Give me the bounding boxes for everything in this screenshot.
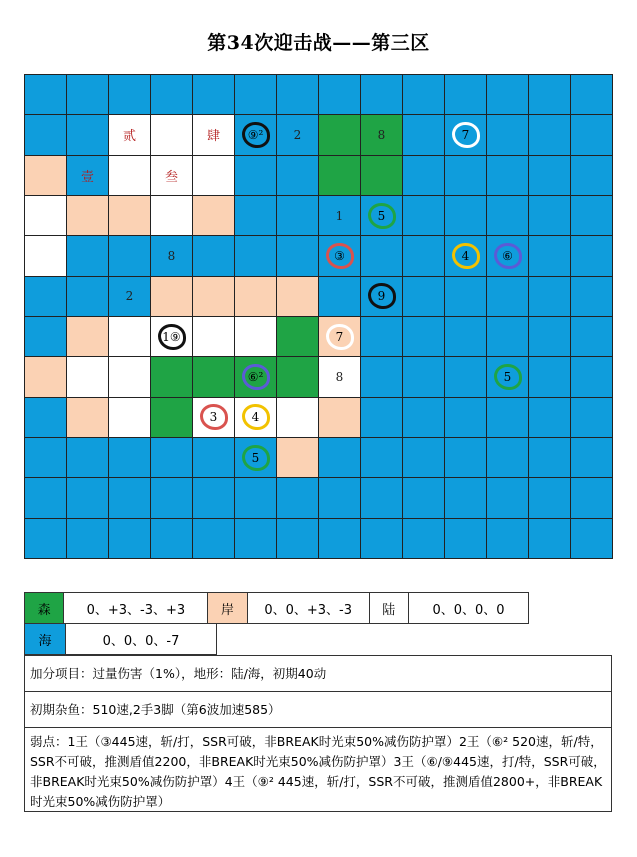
map-cell [570,518,612,558]
map-cell [66,518,108,558]
zone-label: 贰 [122,129,136,145]
map-cell [234,518,276,558]
map-cell [150,437,192,477]
map-cell [276,235,318,275]
map-cell [402,235,444,275]
map-cell [402,437,444,477]
map-cell [486,235,528,275]
map-cell [108,195,150,235]
map-cell [150,74,192,114]
map-cell [276,316,318,356]
map-cell [66,195,108,235]
map-cell [570,477,612,517]
map-cell [150,518,192,558]
map-cell [486,477,528,517]
cell-label: ⑥² [247,369,264,384]
map-cell [234,195,276,235]
cell-label: 8 [377,127,386,142]
map-cell [444,74,486,114]
map-cell [66,276,108,316]
map-cell [66,74,108,114]
map-cell [24,195,66,235]
map-cell [108,518,150,558]
map-cell [318,155,360,195]
map-cell [192,316,234,356]
cell-label: 1⑨ [162,329,181,344]
legend-sea-value: 0、0、0、-7 [65,623,217,655]
map-cell [570,316,612,356]
map-cell [150,356,192,396]
map-cell [528,397,570,437]
map-cell [360,477,402,517]
map-cell [528,235,570,275]
page-title: 第34次迎击战——第三区 [207,32,430,54]
map-cell [318,276,360,316]
map-cell [318,235,360,275]
map-cell [150,195,192,235]
map-cell [276,518,318,558]
legend-shore-label: 岸 [207,592,247,624]
map-cell [24,114,66,154]
legend-forest-label: 森 [24,592,64,624]
map-cell [444,518,486,558]
map-cell [528,316,570,356]
map-cell [234,114,276,154]
map-cell [486,74,528,114]
map-cell [234,397,276,437]
map-cell [192,356,234,396]
map-cell [192,437,234,477]
map-cell [444,235,486,275]
map-cell [108,276,150,316]
map-cell [360,518,402,558]
map-cell [360,397,402,437]
map-cell [318,518,360,558]
cell-label: 5 [251,450,260,465]
map-cell [486,518,528,558]
map-cell [318,437,360,477]
map-cell [318,356,360,396]
map-cell [570,74,612,114]
map-cell [150,316,192,356]
map-cell [444,276,486,316]
cell-label: ⑨² [247,127,264,142]
map-cell [192,114,234,154]
legend-land-value: 0、0、0、0 [408,592,529,624]
map-cell [318,195,360,235]
map-cell [276,114,318,154]
map-cell [276,155,318,195]
map-cell [150,477,192,517]
map-cell [570,356,612,396]
map-cell [486,356,528,396]
map-cell [570,397,612,437]
map-cell [234,477,276,517]
map-cell [570,235,612,275]
map-cell [66,316,108,356]
map-cell [402,155,444,195]
map-cell [276,74,318,114]
map-cell [570,437,612,477]
map-cell [24,155,66,195]
map-cell [66,397,108,437]
initial-mobs-note: 初期杂鱼：510速,2手3脚（第6波加速585） [24,691,612,728]
cell-label: 8 [167,248,176,263]
map-cell [108,74,150,114]
map-cell [444,397,486,437]
map-cell [444,477,486,517]
cell-label: 8 [335,369,344,384]
map-cell [234,437,276,477]
map-cell [528,74,570,114]
map-cell [24,235,66,275]
zone-label: 叁 [164,169,178,185]
map-cell [444,316,486,356]
map-cell [486,316,528,356]
map-cell [570,114,612,154]
map-cell [276,195,318,235]
map-cell [108,477,150,517]
map-cell [402,316,444,356]
map-cell [192,235,234,275]
map-cell [318,114,360,154]
map-cell [486,195,528,235]
map-cell [360,316,402,356]
zone-label: 壹 [80,169,94,185]
map-cell [234,316,276,356]
legend-sea-label: 海 [24,623,66,655]
map-cell [234,74,276,114]
cell-label: 5 [503,369,512,384]
map-cell [108,437,150,477]
map-cell [528,356,570,396]
map-cell [528,276,570,316]
map-cell [402,477,444,517]
cell-label: 9 [377,289,386,304]
map-cell [24,74,66,114]
map-cell [360,437,402,477]
map-cell [24,518,66,558]
map-cell [318,397,360,437]
map-cell [360,195,402,235]
map-cell [528,195,570,235]
map-cell [360,74,402,114]
cell-label: 2 [125,289,134,304]
map-cell [276,397,318,437]
map-cell [402,356,444,396]
map-cell [402,397,444,437]
weakness-note: 弱点：1王（③445速，斩/打，SSR可破，非BREAK时光束50%减伤防护罩）2王（⑥² 520速，斩/特，SSR不可破，推测盾值2200，非BREAK时光束50%减伤防护罩）3王（⑥/⑨445速，打/特，SSR可破，非BREAK时光束50%减伤防护罩）4王（⑨² 445速，斩/打，SSR不可破，推测盾值2800+，非BREAK时光束50%减伤防护罩） [24,727,612,812]
map-cell [360,155,402,195]
map-cell [486,276,528,316]
legend-land-label: 陆 [369,592,409,624]
cell-label: 1 [335,208,344,223]
cell-label: 7 [335,329,344,344]
map-cell [24,276,66,316]
map-cell [360,356,402,396]
map-cell [528,518,570,558]
map-cell [192,518,234,558]
map-cell [234,235,276,275]
map-cell [570,195,612,235]
map-cell [528,437,570,477]
map-cell [318,477,360,517]
map-cell [24,437,66,477]
map-cell [150,397,192,437]
map-cell [192,155,234,195]
map-cell [360,276,402,316]
cell-label: 4 [461,248,470,263]
legend-shore-value: 0、0、+3、-3 [247,592,370,624]
map-cell [192,74,234,114]
map-cell [108,114,150,154]
map-cell [150,114,192,154]
map-cell [24,397,66,437]
map-cell [234,356,276,396]
cell-label: ③ [334,248,345,263]
map-cell [528,114,570,154]
map-cell [486,397,528,437]
map-cell [402,276,444,316]
map-cell [276,356,318,396]
map-cell [318,316,360,356]
map-cell [150,276,192,316]
map-cell [234,155,276,195]
map-cell [528,155,570,195]
map-cell [444,195,486,235]
map-cell [486,437,528,477]
map-cell [192,397,234,437]
cell-label: ⑥ [502,248,513,263]
map-cell [360,114,402,154]
map-cell [24,316,66,356]
cell-label: 4 [251,410,260,425]
map-cell [402,518,444,558]
cell-label: 7 [461,127,470,142]
map-cell [276,276,318,316]
map-cell [402,195,444,235]
cell-label: 5 [377,208,386,223]
map-cell [108,316,150,356]
map-cell [150,155,192,195]
map-cell [66,356,108,396]
map-cell [66,235,108,275]
map-cell [486,155,528,195]
map-cell [66,477,108,517]
map-cell [24,477,66,517]
map-cell [108,397,150,437]
map-cell [444,356,486,396]
map-cell [276,477,318,517]
map-cell [360,235,402,275]
map-cell [66,437,108,477]
zone-label: 肆 [206,129,220,145]
map-cell [108,235,150,275]
map-cell [570,155,612,195]
map-cell [486,114,528,154]
map-cell [276,437,318,477]
map-grid [24,74,613,559]
map-cell [150,235,192,275]
bonus-note: 加分项目：过量伤害（1%），地形：陆/海，初期40动 [24,655,612,692]
legend-forest-value: 0、+3、-3、+3 [63,592,208,624]
map-cell [192,195,234,235]
map-cell [108,356,150,396]
map-cell [444,437,486,477]
map-cell [402,114,444,154]
map-cell [108,155,150,195]
map-cell [24,356,66,396]
map-cell [528,477,570,517]
terrain-legend [24,592,612,655]
cell-label: 3 [209,410,218,425]
map-cell [234,276,276,316]
map-cell [192,477,234,517]
cell-label: 2 [293,127,302,142]
map-cell [66,155,108,195]
map-cell [192,276,234,316]
map-cell [318,74,360,114]
map-cell [66,114,108,154]
map-cell [570,276,612,316]
map-cell [444,155,486,195]
map-cell [402,74,444,114]
map-cell [444,114,486,154]
